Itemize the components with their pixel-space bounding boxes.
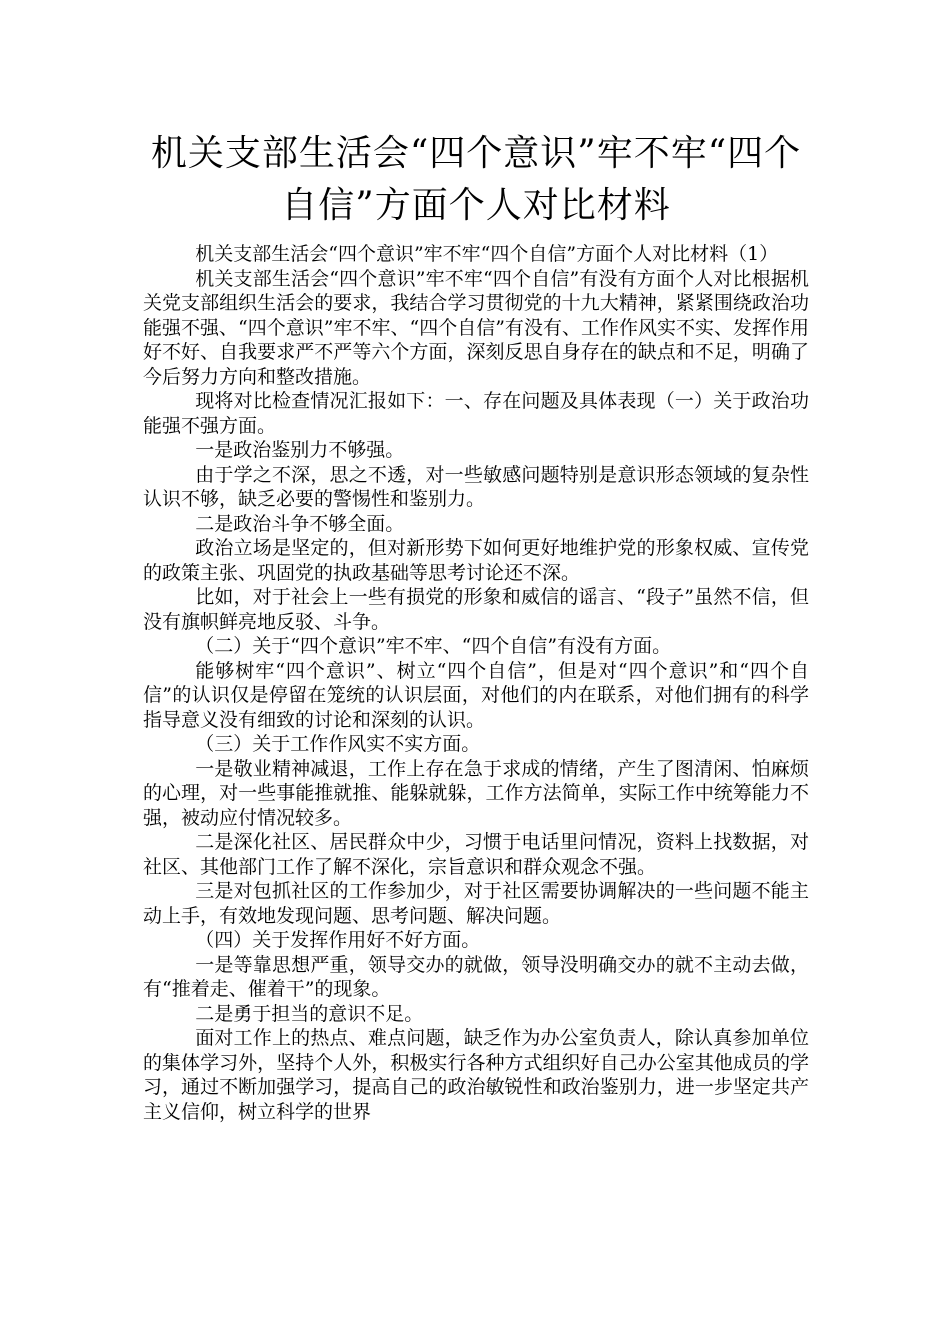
paragraph: 机关支部生活会“四个意识”牢不牢“四个自信”有没有方面个人对比根据机关党支部组织生活会的要求，我结合学习贯彻党的十九大精神，紧紧围绕政治功能强不强、“四个意识”牢不牢、“四个自信”有没有、工作作风实不实、发挥作用好不好、自我要求严不严等六个方面，深刻反思自身存在的缺点和不足，明确了今后努力方向和整改措施。 bbox=[143, 267, 809, 388]
paragraph: 一是等靠思想严重，领导交办的就做，领导没明确交办的就不主动去做，有“推着走、催着干”的现象。 bbox=[143, 953, 809, 1000]
document-title: 机关支部生活会“四个意识”牢不牢“四个自信”方面个人对比材料 bbox=[150, 133, 802, 226]
paragraph: 能够树牢“四个意识”、树立“四个自信”，但是对“四个意识”和“四个自信”的认识仅是停留在笼统的认识层面，对他们的内在联系，对他们拥有的科学指导意义没有细致的讨论和深刻的认识。 bbox=[143, 659, 809, 731]
paragraph: 由于学之不深，思之不透，对一些敏感问题特别是意识形态领域的复杂性认识不够，缺乏必要的警惕性和鉴别力。 bbox=[143, 463, 809, 510]
paragraph: 比如，对于社会上一些有损党的形象和威信的谣言、“段子”虽然不信，但没有旗帜鲜亮地反驳、斗争。 bbox=[143, 586, 809, 633]
paragraph: 面对工作上的热点、难点问题，缺乏作为办公室负责人，除认真参加单位的集体学习外，坚持个人外，积极实行各种方式组织好自己办公室其他成员的学习，通过不断加强学习，提高自己的政治敏锐性和政治鉴别力，进一步坚定共产主义信仰，树立科学的世界 bbox=[143, 1027, 809, 1123]
paragraph: 二是勇于担当的意识不足。 bbox=[195, 1002, 424, 1025]
paragraph: （三）关于工作作风实不实方面。 bbox=[195, 733, 481, 755]
paragraph: 三是对包抓社区的工作参加少，对于社区需要协调解决的一些问题不能主动上手，有效地发现问题、思考问题、解决问题。 bbox=[143, 880, 809, 927]
paragraph: 机关支部生活会“四个意识”牢不牢“四个自信”方面个人对比材料（1） bbox=[195, 243, 779, 265]
paragraph: 现将对比检查情况汇报如下：一、存在问题及具体表现（一）关于政治功能强不强方面。 bbox=[143, 390, 809, 437]
paragraph: （四）关于发挥作用好不好方面。 bbox=[195, 929, 481, 951]
paragraph: 一是政治鉴别力不够强。 bbox=[195, 439, 405, 461]
paragraph: 一是敬业精神减退，工作上存在急于求成的情绪，产生了图清闲、怕麻烦的心理，对一些事能推就推、能躲就躲，工作方法简单，实际工作中统筹能力不强，被动应付情况较多。 bbox=[143, 757, 809, 829]
paragraph: 政治立场是坚定的，但对新形势下如何更好地维护党的形象权威、宣传党的政策主张、巩固党的执政基础等思考讨论还不深。 bbox=[143, 537, 809, 584]
document-page bbox=[143, 128, 809, 1124]
paragraph: （二）关于“四个意识”牢不牢、“四个自信”有没有方面。 bbox=[195, 635, 672, 657]
paragraph: 二是深化社区、居民群众中少，习惯于电话里问情况，资料上找数据，对社区、其他部门工作了解不深化，宗旨意识和群众观念不强。 bbox=[143, 831, 809, 878]
paragraph: 二是政治斗争不够全面。 bbox=[195, 512, 405, 535]
document-body bbox=[143, 242, 809, 1124]
